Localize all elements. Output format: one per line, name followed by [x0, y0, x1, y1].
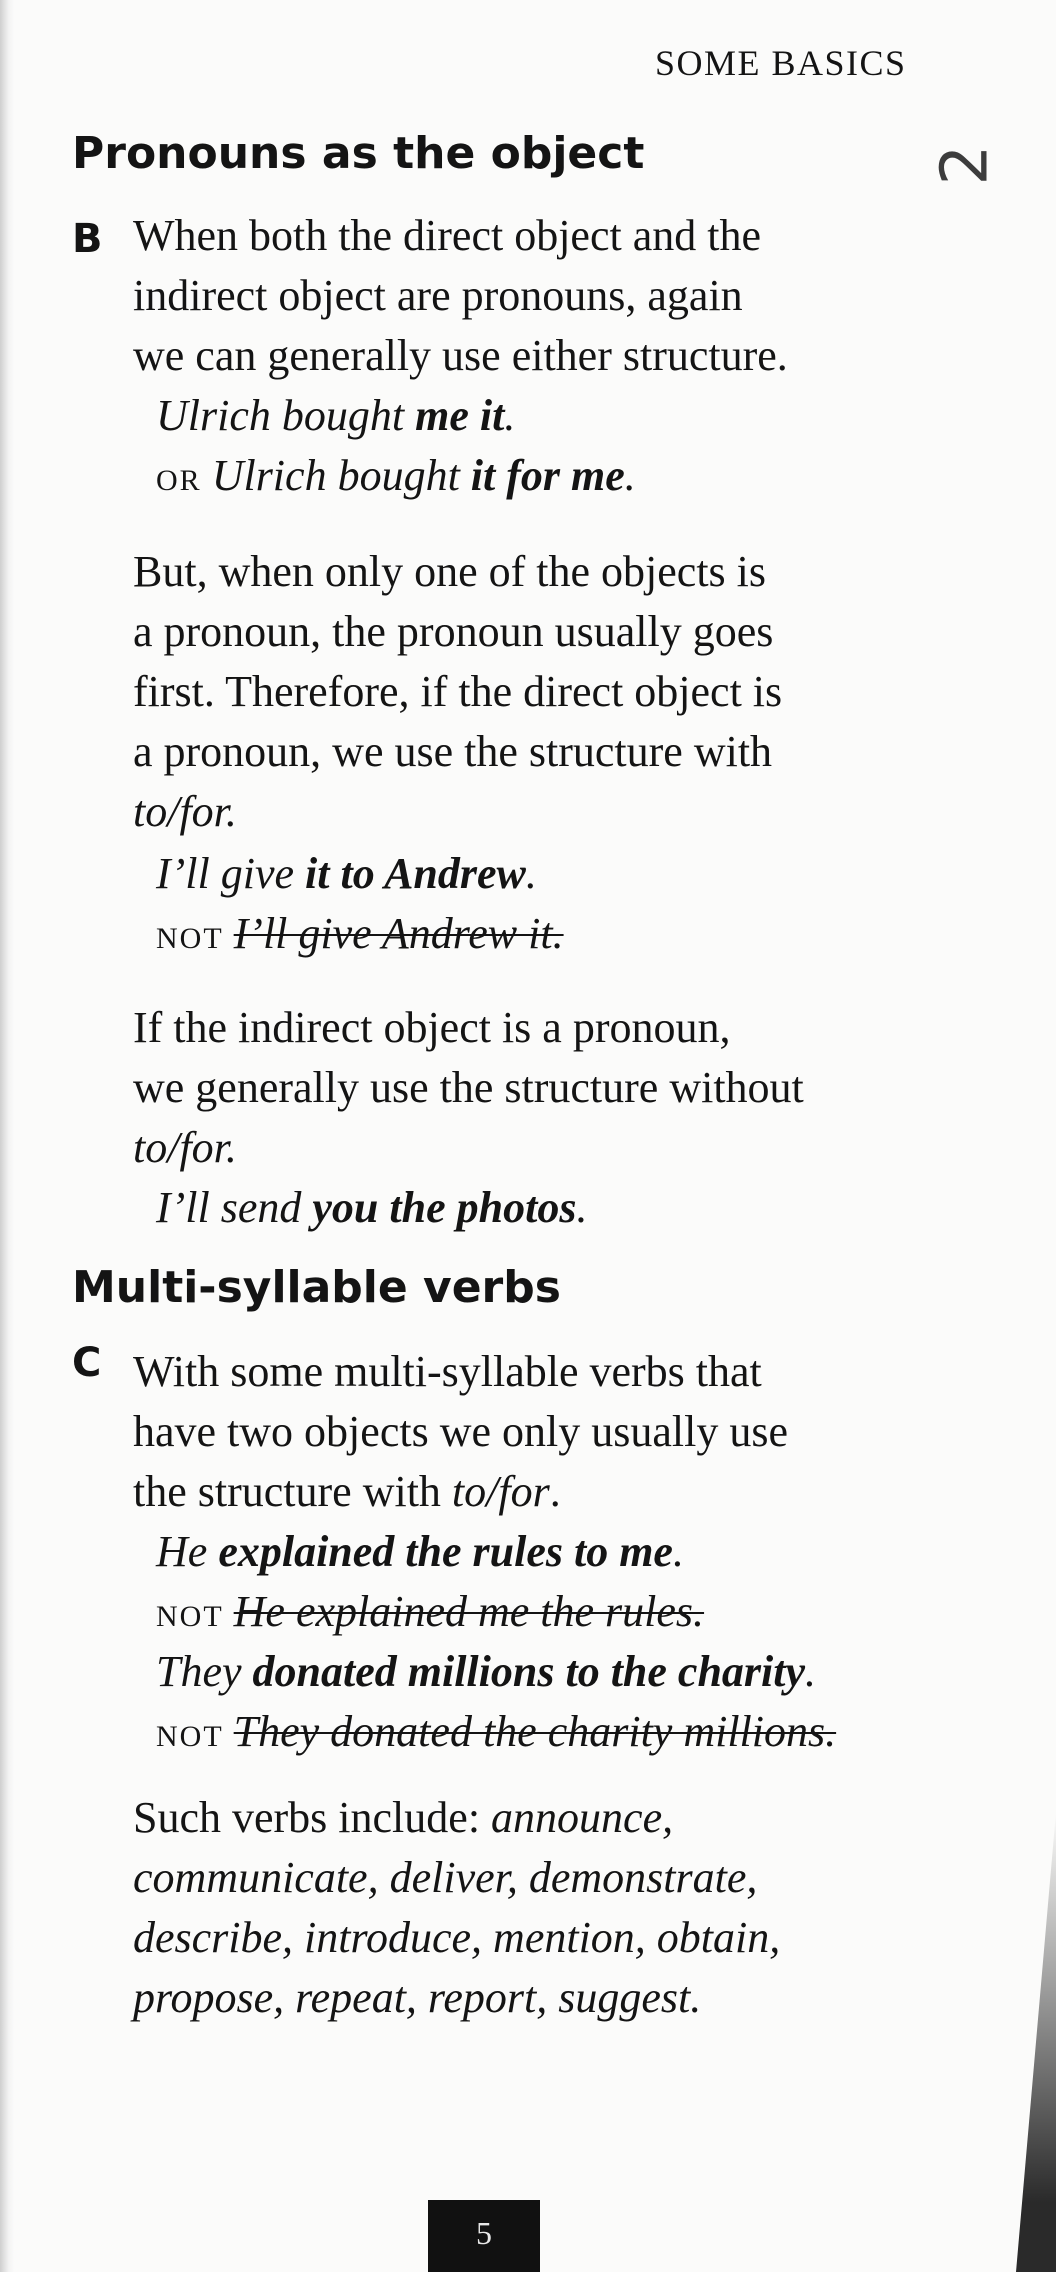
body-line: a pronoun, we use the structure with [133, 727, 773, 776]
body-line: When both the direct object and the [133, 211, 761, 260]
example-sentence: They donated millions to the charity. [156, 1647, 817, 1696]
body-line: we generally use the structure without [133, 1063, 804, 1112]
example-sentence-incorrect: NOT They donated the charity millions. [156, 1707, 837, 1756]
example-sentence: I’ll give it to Andrew. [156, 849, 537, 898]
body-line: to/for. [133, 787, 237, 836]
body-line: we can generally use either structure. [133, 331, 788, 380]
example-marker: NOT [156, 922, 224, 955]
body-line: to/for. [133, 1123, 237, 1172]
example-sentence: I’ll send you the photos. [156, 1183, 588, 1232]
body-line: If the indirect object is a pronoun, [133, 1003, 731, 1052]
section-letter-b: B [72, 216, 103, 262]
body-line: describe, introduce, mention, obtain, [133, 1913, 781, 1962]
example-marker: NOT [156, 1720, 224, 1753]
page-number: 5 [428, 2200, 540, 2272]
body-line: a pronoun, the pronoun usually goes [133, 607, 774, 656]
example-sentence: He explained the rules to me. [156, 1527, 684, 1576]
body-line: propose, repeat, report, suggest. [133, 1973, 702, 2022]
page-corner-shadow [1016, 1812, 1056, 2272]
body-line: But, when only one of the objects is [133, 547, 767, 596]
section-heading-pronouns: Pronouns as the object [72, 128, 645, 179]
body-line: indirect object are pronouns, again [133, 271, 743, 320]
body-line: have two objects we only usually use [133, 1407, 788, 1456]
example-sentence-incorrect: NOT I’ll give Andrew it. [156, 909, 564, 958]
chapter-number: 2 [928, 144, 1003, 186]
section-letter-c: C [72, 1340, 102, 1386]
example-sentence: OR Ulrich bought it for me. [156, 451, 636, 500]
body-line: first. Therefore, if the direct object is [133, 667, 783, 716]
page-edge-shadow [0, 0, 14, 2272]
body-line: With some multi-syllable verbs that [133, 1347, 762, 1396]
section-heading-multisyllable: Multi-syllable verbs [72, 1262, 561, 1313]
example-marker: OR [156, 464, 202, 497]
running-head: SOME BASICS [655, 43, 907, 83]
body-line: the structure with to/for. [133, 1467, 561, 1516]
example-sentence: Ulrich bought me it. [156, 391, 516, 440]
example-marker: NOT [156, 1600, 224, 1633]
body-line: communicate, deliver, demonstrate, [133, 1853, 758, 1902]
body-line: Such verbs include: announce, [133, 1793, 674, 1842]
example-sentence-incorrect: NOT He explained me the rules. [156, 1587, 705, 1636]
